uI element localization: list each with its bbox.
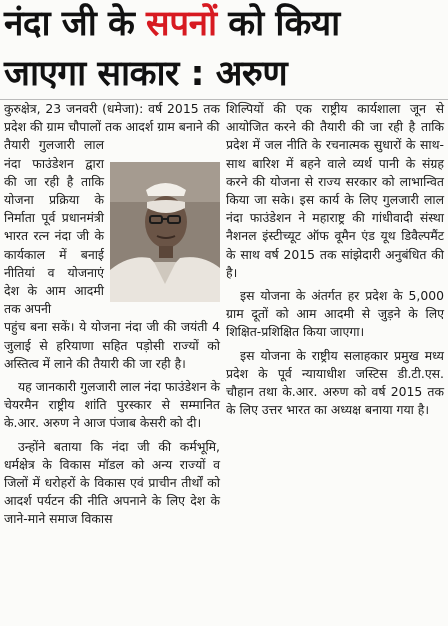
headline-text-red: सपनों: [146, 4, 217, 44]
portrait-photo: [110, 162, 220, 302]
article-paragraph-1-top: कुरुक्षेत्र, 23 जनवरी (धमेजा): वर्ष 2015 तक प्रदेश की ग्राम चौपालों तक आदर्श ग्राम बनाने की: [4, 101, 220, 135]
portrait-image: [110, 162, 220, 302]
headline: [0, 0, 448, 98]
article-column-right: [226, 100, 444, 419]
article-paragraph-5: इस योजना के अंतर्गत हर प्रदेश के 5,000 ग्राम दूतों को आम आदमी से जुड़ने के लिए शिक्षित-प्रशिक्षित किया जाएगा।: [226, 288, 444, 340]
article-paragraph-2: यह जानकारी गुलजारी लाल नंदा फाउंडेशन के चेयरमैन राष्ट्रीय शांति पुरस्कार से सम्मानित के.आर. अरुण ने आज पंजाब केसरी को दी।: [4, 379, 220, 431]
article-paragraph-1-rest: पहुंच बना सकें। ये योजना नंदा जी की जयंती 4 जुलाई से हरियाणा सहित पड़ोसी राज्यों को अस्तित्व में लाने की तैयारी की जा रही है।: [4, 319, 220, 371]
headline-line-2: जाएगा साकार : अरुण: [4, 54, 288, 94]
article-paragraph-6: इस योजना के राष्ट्रीय सलाहकार प्रमुख मध्य प्रदेश के पूर्व न्यायाधीश जस्टिस डी.टी.एस. चौहान तथा के.आर. अरुण को वर्ष 2015 तक के लिए उत्तर भारत का अध्यक्ष बनाया गया है।: [226, 347, 444, 418]
article-paragraph-4: शिल्पियों की एक राष्ट्रीय कार्यशाला जून से आयोजित करने की तैयारी की जा रही है ताकि प्रदेश में जल नीति के रचनात्मक सुधारों के साथ-साथ बारिश में बहने वाले व्यर्थ पानी के संग्रह करने की योजना से राज्य सरकार को लाभान्वित किया जा सके। इस कार्य के लिए गुलजारी लाल नंदा फाउंडेशन ने महाराष्ट्र की गांधीवादी संस्था नैशनल इंस्टीच्यूट ऑफ वूमैन एंड यूथ डिवैल्पमैंट के साथ वर्ष 2015 तक सांझेदारी अनुबंधित की है।: [226, 101, 444, 280]
headline-line-1: [4, 2, 340, 46]
article-paragraph-3: उन्होंने बताया कि नंदा जी की कर्मभूमि, धर्मक्षेत्र के विकास मॉडल को अन्य राज्यों व जिलों में धरोहरों के विकास एवं प्राचीन तीर्थों को आदर्श पर्यटन की नीति अपनाने के लिए देश के जाने-माने समाज विकास: [4, 438, 220, 527]
article-paragraph-1-wrap: तैयारी गुलजारी लाल नंदा फाउंडेशन द्वारा की जा रही है ताकि योजना प्रक्रिया के निर्माता पूर्व प्रधानमंत्री भारत रत्न नंदा जी के कार्यकाल में बनाई नीतियां व योजनाएं देश के आम आदमी तक अपनी: [4, 137, 104, 317]
headline-text-black-2: को किया: [216, 4, 340, 44]
headline-text-black-1: नंदा जी के: [4, 4, 147, 44]
